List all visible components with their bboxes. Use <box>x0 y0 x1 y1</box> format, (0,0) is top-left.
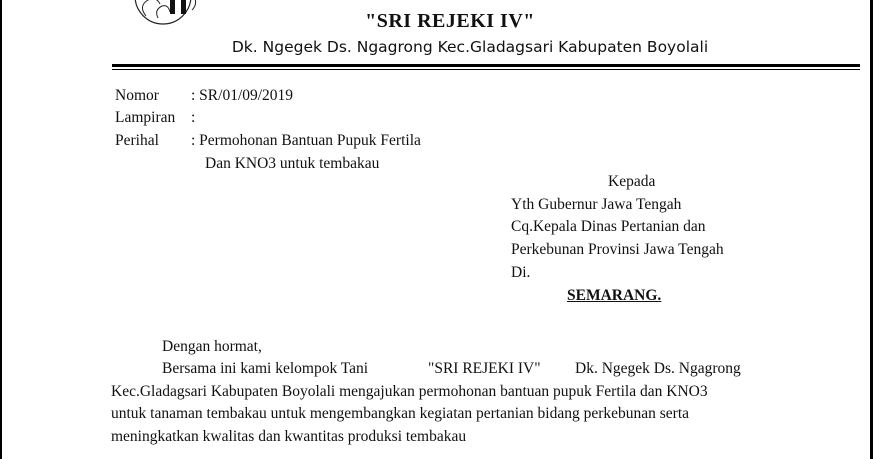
page-border-left <box>0 0 2 459</box>
body-line-1-part-3: Dk. Ngegek Ds. Ngagrong <box>575 360 741 377</box>
letterhead-rule-thin <box>112 69 860 70</box>
organization-address: Dk. Ngegek Ds. Ngagrong Kec.Gladagsari Kabupaten Boyolali <box>231 38 709 56</box>
organization-name: "SRI REJEKI IV" <box>365 10 535 32</box>
body-line-3: untuk tanaman tembakau untuk mengembangkan kegiatan pertanian bidang perkebunan serta <box>111 405 690 422</box>
perihal-value-line2: Dan KNO3 untuk tembakau <box>205 155 380 172</box>
body-line-1-part-1: Bersama ini kami kelompok Tani <box>162 360 369 377</box>
recipient-kepada: Kepada <box>608 173 656 190</box>
letterhead-rule-thick <box>112 64 860 67</box>
nomor-label: Nomor <box>115 87 159 104</box>
body-line-1-part-2: "SRI REJEKI IV" <box>428 360 541 377</box>
recipient-line-4: Di. <box>511 264 531 281</box>
perihal-value-line1: : Permohonan Bantuan Pupuk Fertila <box>191 132 421 149</box>
body-line-4: meningkatkan kwalitas dan kwantitas produksi tembakau <box>111 428 467 445</box>
recipient-line-3: Perkebunan Provinsi Jawa Tengah <box>511 241 724 258</box>
salutation: Dengan hormat, <box>162 338 262 355</box>
lampiran-label: Lampiran <box>115 109 176 126</box>
body-line-2: Kec.Gladagsari Kabupaten Boyolali mengajukan permohonan bantuan pupuk Fertila dan KNO3 <box>111 383 708 400</box>
lampiran-value: : <box>191 109 196 126</box>
recipient-line-1: Yth Gubernur Jawa Tengah <box>511 196 682 213</box>
perihal-label: Perihal <box>115 132 159 149</box>
nomor-value: : SR/01/09/2019 <box>191 87 294 104</box>
recipient-city: SEMARANG. <box>567 287 662 304</box>
recipient-line-2: Cq.Kepala Dinas Pertanian dan <box>511 218 706 235</box>
